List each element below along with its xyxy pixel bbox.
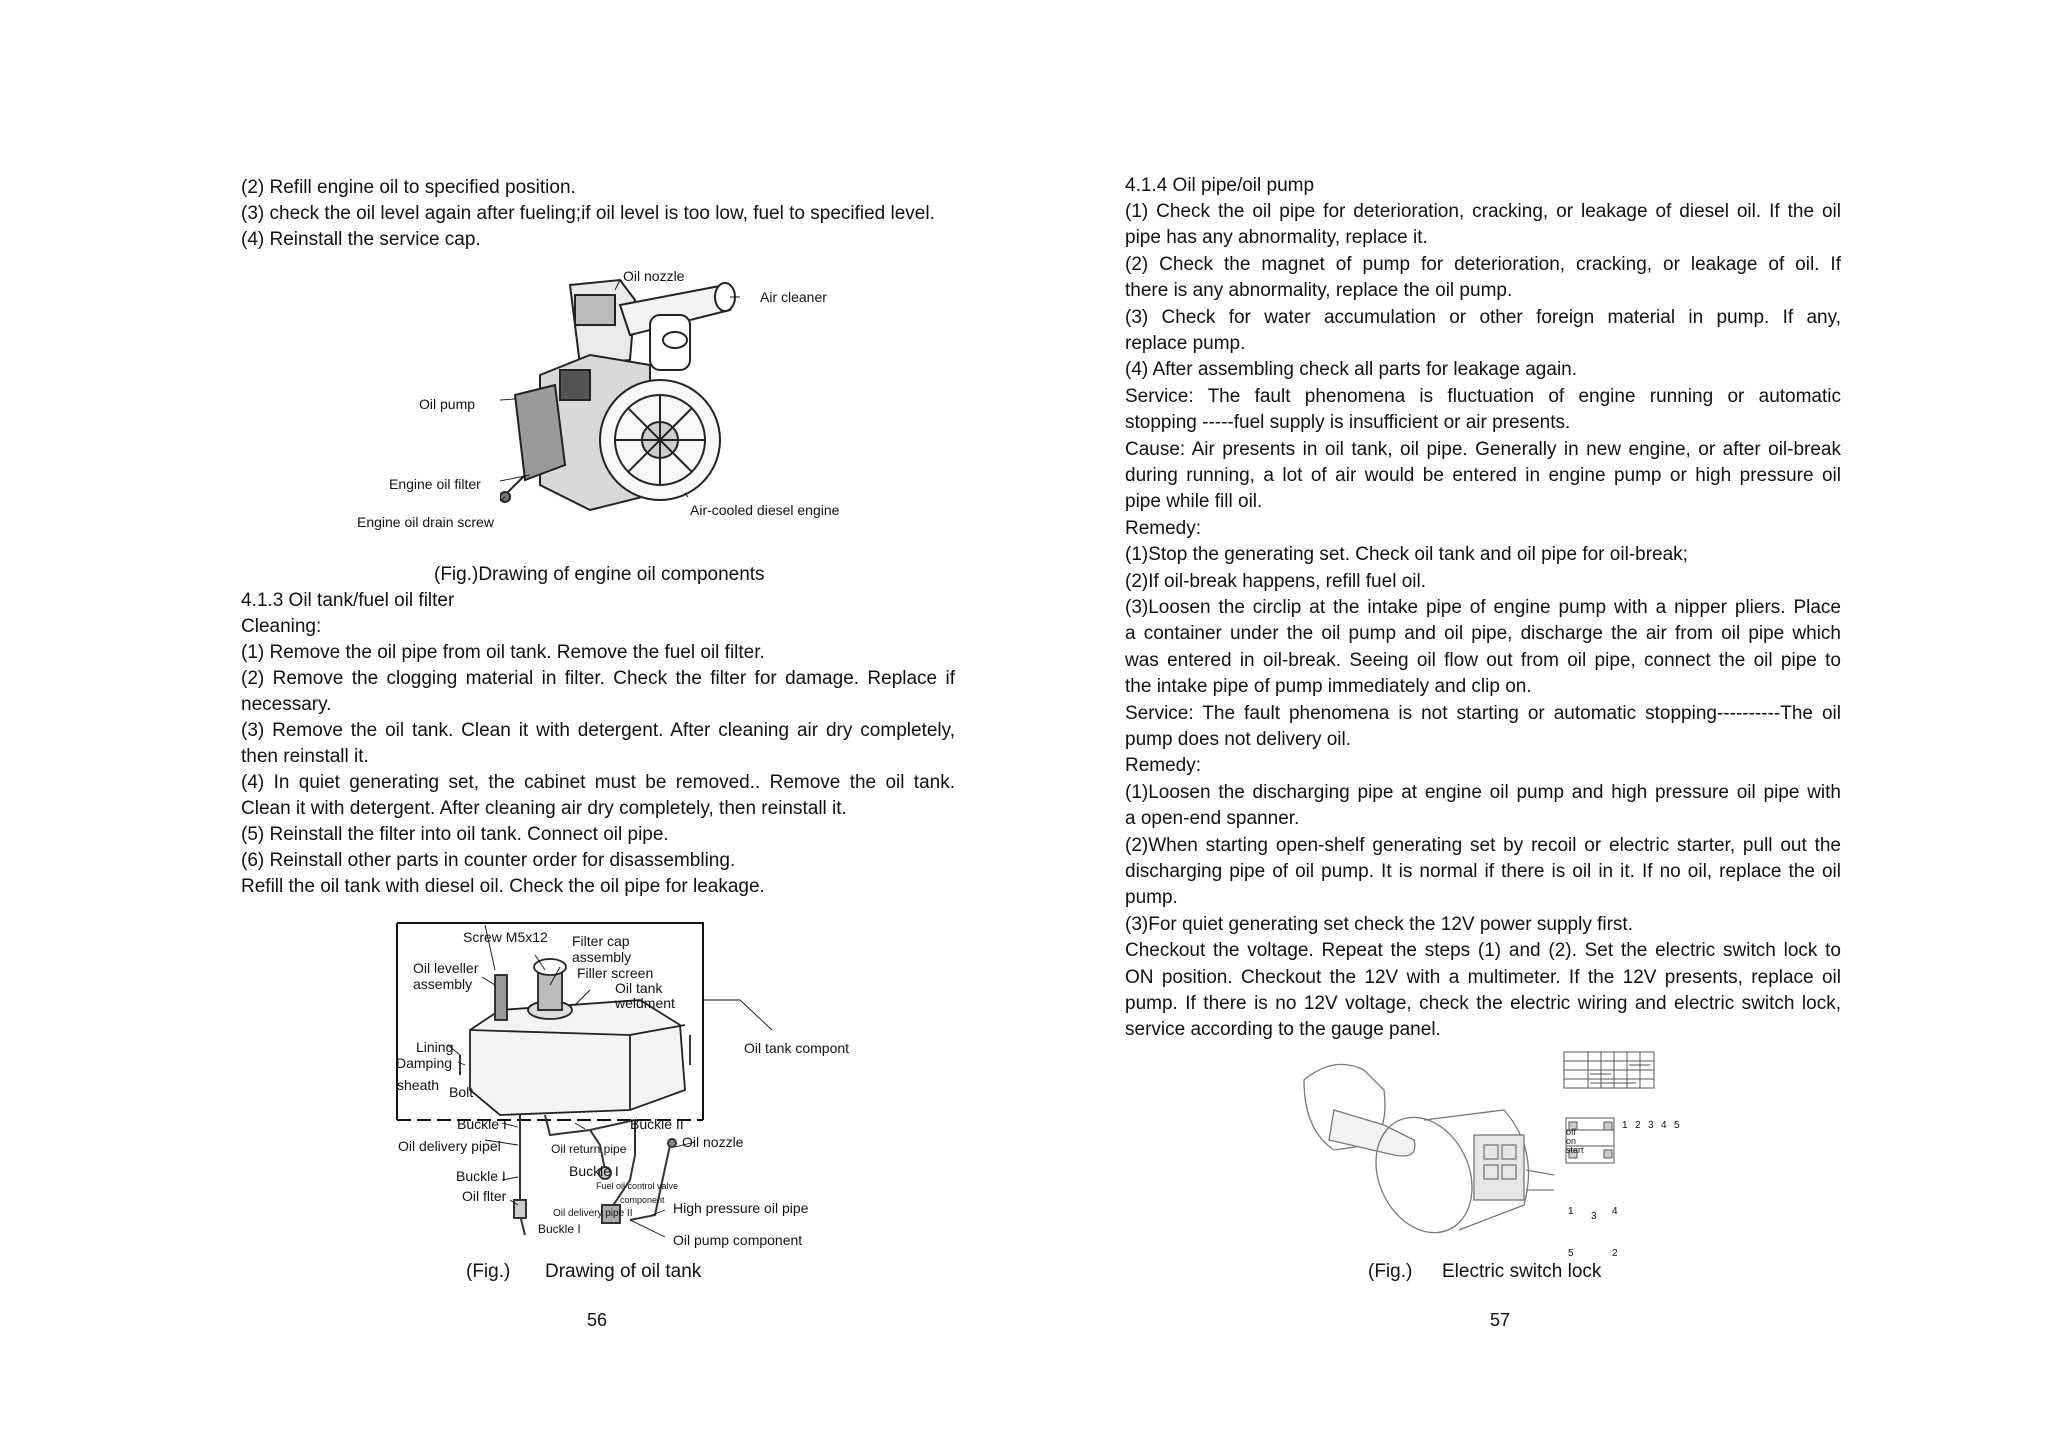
table-header: 1	[1622, 1120, 1628, 1131]
text-line: pump. If there is no 12V voltage, check the electric wiring and electric switch lock,	[1125, 993, 1841, 1014]
text-line: (3) Remove the oil tank. Clean it with detergent. After cleaning air dry completely,	[241, 720, 955, 741]
text-line: (1) Check the oil pipe for deterioration, cracking, or leakage of diesel oil. If the oil	[1125, 201, 1841, 222]
text-line: (3)For quiet generating set check the 12V power supply first.	[1125, 913, 1633, 935]
label-fuel-oil-control-valve: Fuel oil control valve	[596, 1181, 679, 1191]
page-number: 56	[587, 1310, 608, 1330]
text-line: pipe has any abnormality, replace it.	[1125, 227, 1428, 249]
text-line: necessary.	[241, 694, 332, 715]
label-buckle-ii: Buckle II	[630, 1116, 684, 1132]
figure-caption: Drawing of oil tank	[545, 1261, 702, 1282]
text-line: (1) Remove the oil pipe from oil tank. Remove the fuel oil filter.	[241, 642, 765, 663]
terminal-label: 3	[1591, 1211, 1597, 1222]
label-oil-leveller: assembly	[413, 976, 473, 992]
text-line: (2)When starting open-shelf generating set by recoil or electric starter, pull out the	[1125, 834, 1841, 856]
table-header: 5	[1674, 1120, 1680, 1131]
label-oil-nozzle: Oil nozzle	[682, 1134, 744, 1150]
text-line: (2) Refill engine oil to specified position.	[241, 177, 576, 198]
text-line: ON position. Checkout the 12V with a multimeter. If the 12V presents, replace oil	[1125, 966, 1841, 988]
right-page	[1024, 0, 2048, 1450]
table-header: 3	[1648, 1120, 1654, 1131]
terminal-label: 2	[1612, 1248, 1618, 1259]
text-line: (2) Check the magnet of pump for deterioration, cracking, or leakage of oil. If	[1125, 253, 1841, 275]
text-line: (1)Stop the generating set. Check oil tank and oil pipe for oil-break;	[1125, 544, 1688, 566]
label-engine-oil-drain-screw: Engine oil drain screw	[357, 514, 494, 530]
text-line: stopping -----fuel supply is insufficient or air presents.	[1125, 412, 1571, 434]
label-oil-delivery-pipel: Oil delivery pipel	[398, 1138, 501, 1154]
figure-caption: (Fig.)Drawing of engine oil components	[434, 564, 765, 585]
section-title: 4.1.3 Oil tank/fuel oil filter	[241, 590, 455, 611]
text-line: (4) In quiet generating set, the cabinet must be removed.. Remove the oil tank.	[241, 772, 955, 793]
label-engine-oil-filter: Engine oil filter	[389, 476, 481, 492]
figure-caption: Electric switch lock	[1442, 1261, 1602, 1282]
label-high-pressure-oil-pipe: High pressure oil pipe	[673, 1200, 809, 1216]
text-line: during running, a lot of air would be entered in engine pump or high pressure oil	[1125, 465, 1841, 486]
figure-caption-prefix: (Fig.)	[1368, 1261, 1413, 1282]
label-buckle: Buckle I	[538, 1222, 581, 1236]
text-line: (1)Loosen the discharging pipe at engine oil pump and high pressure oil pipe with	[1125, 781, 1841, 803]
label-bolt: Bolt	[449, 1084, 474, 1100]
page-number: 57	[1490, 1310, 1511, 1330]
table-row-label: on	[1566, 1136, 1577, 1146]
text-line: (5) Reinstall the filter into oil tank. Connect oil pipe.	[241, 824, 669, 845]
text-line: a container under the oil pump and oil pipe, discharge the air from oil pipe which	[1125, 623, 1841, 645]
label-oil-leveller: Oil leveller	[413, 960, 479, 976]
label-sheath: sheath	[397, 1077, 440, 1093]
section-title: 4.1.4 Oil pipe/oil pump	[1125, 175, 1315, 196]
text-line: Checkout the voltage. Repeat the steps (1) and (2). Set the electric switch lock to	[1125, 940, 1841, 962]
table-header: 2	[1635, 1120, 1641, 1131]
text-line: there is any abnormality, replace the oil pump.	[1125, 280, 1513, 302]
label-oil-return-pipe: Oil return pipe	[551, 1142, 627, 1156]
terminal-label: 4	[1612, 1206, 1618, 1217]
label-air-cooled-diesel-engine: Air-cooled diesel engine	[690, 502, 840, 518]
text-line: pump.	[1125, 887, 1178, 909]
table-row-label: off	[1566, 1127, 1576, 1137]
label-filter-cap: Filter cap	[572, 933, 630, 949]
terminal-label: 1	[1568, 1206, 1574, 1217]
text-line: Clean it with detergent. After cleaning air dry completely, then reinstall it.	[241, 798, 847, 819]
text-line: (2)If oil-break happens, refill fuel oil.	[1125, 570, 1426, 592]
text-line: (4) Reinstall the service cap.	[241, 229, 481, 250]
label-screw: Screw M5x12	[463, 929, 548, 945]
text-line: the intake pipe of pump immediately and clip on.	[1125, 676, 1532, 698]
label-oil-pump-component: Oil pump component	[673, 1232, 803, 1248]
table-header: 4	[1661, 1120, 1667, 1131]
text-line: Remedy:	[1125, 517, 1202, 539]
text-line: pipe while fill oil.	[1125, 491, 1263, 513]
label-air-cleaner: Air cleaner	[760, 289, 827, 305]
label-damping: Damping	[396, 1055, 453, 1071]
text-line: Remedy:	[1125, 755, 1202, 777]
table-row-label: start	[1566, 1145, 1584, 1155]
text-line: Cause: Air presents in oil tank, oil pipe. Generally in new engine, or after oil-break	[1125, 438, 1841, 460]
text-line: service according to the gauge panel.	[1125, 1019, 1441, 1041]
label-oil-tank-compont: Oil tank compont	[744, 1040, 850, 1056]
text-line: was entered in oil-break. Seeing oil flow out from oil pipe, connect the oil pipe to	[1125, 649, 1841, 671]
text-line: (6) Reinstall other parts in counter order for disassembling.	[241, 850, 736, 871]
engine-oil-components-drawing	[500, 265, 740, 520]
text-line: (4) After assembling check all parts for leakage again.	[1125, 359, 1578, 381]
text-line: (2) Remove the clogging material in filter. Check the filter for damage. Replace if	[241, 668, 955, 689]
label-filter-cap: assembly	[572, 949, 632, 965]
label-oil-tank-weldment: Oil tank	[615, 980, 663, 996]
text-line: a open-end spanner.	[1125, 808, 1300, 830]
text-line: Service: The fault phenomena is fluctuation of engine running or automatic	[1125, 385, 1841, 407]
text-line: (3) Check for water accumulation or other foreign material in pump. If any,	[1125, 306, 1841, 328]
label-oil-tank-weldment: weldment	[615, 995, 675, 1011]
label-oil-filter: Oil flter	[462, 1188, 507, 1204]
text-line: (3) check the oil level again after fueling;if oil level is too low, fuel to specified level.	[241, 203, 935, 224]
text-line: (3)Loosen the circlip at the intake pipe of engine pump with a nipper pliers. Place	[1125, 597, 1841, 618]
label-filler-screen: Filler screen	[577, 965, 654, 981]
text-line: Service: The fault phenomena is not starting or automatic stopping----------The oil	[1125, 702, 1841, 724]
text-line: pump does not delivery oil.	[1125, 729, 1352, 750]
figure-caption-prefix: (Fig.)	[466, 1261, 511, 1282]
label-buckle: Buckle I	[569, 1163, 619, 1179]
label-oil-nozzle: Oil nozzle	[623, 268, 685, 284]
text-line: then reinstall it.	[241, 746, 369, 767]
text-line: Refill the oil tank with diesel oil. Check the oil pipe for leakage.	[241, 876, 765, 897]
label-oil-pump: Oil pump	[419, 396, 476, 412]
electric-switch-lock-drawing	[1274, 1050, 1694, 1265]
label-fuel-oil-control-valve: component	[620, 1195, 665, 1205]
text-line: Cleaning:	[241, 616, 322, 637]
text-line: discharging pipe of oil pump. It is normal if there is oil in it. If no oil, replace the oil	[1125, 861, 1841, 882]
terminal-label: 5	[1568, 1248, 1574, 1259]
label-lining: Lining	[416, 1039, 454, 1055]
label-buckle: Buckle I	[457, 1116, 507, 1132]
label-buckle: Buckle I	[456, 1168, 506, 1184]
text-line: replace pump.	[1125, 333, 1246, 354]
label-oil-delivery-pipe-ii: Oil delivery pipe II	[553, 1208, 633, 1219]
